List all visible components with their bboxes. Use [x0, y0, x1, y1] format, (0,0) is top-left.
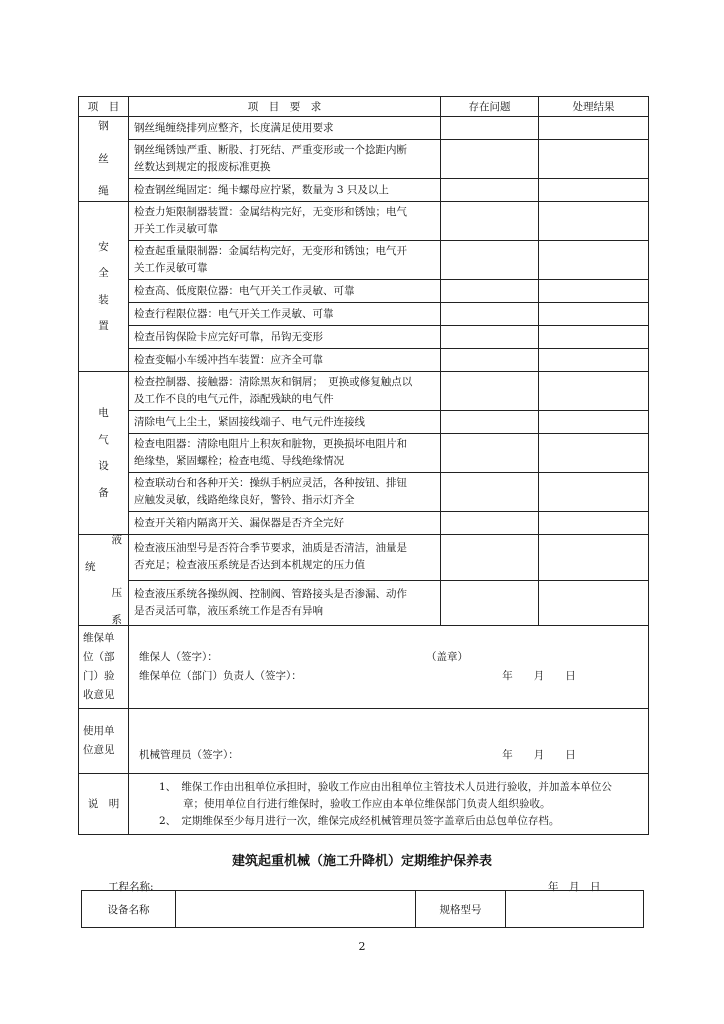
header-item: 项 目 [79, 97, 129, 117]
page-number: 2 [358, 940, 366, 953]
requirement-text: 检查起重量限制器：金属结构完好，无变形和锈蚀；电气开 关工作灵敏可靠 [129, 241, 441, 280]
result-cell[interactable] [539, 580, 649, 626]
inspection-row [79, 303, 649, 326]
requirement-text: 检查变幅小车缓冲挡车装置：应齐全可靠 [129, 349, 441, 372]
inspection-row [79, 202, 649, 241]
result-cell[interactable] [539, 303, 649, 326]
issue-cell[interactable] [441, 512, 539, 535]
note-item-2: 2、 定期维保至少每月进行一次，维保完成经机械管理员签字盖章后由总包单位存档。 [159, 814, 560, 827]
user-opinion-label: 使用单 位意见 [79, 709, 129, 774]
requirement-text: 检查钢丝绳固定：绳卡螺母应拧紧，数量为 3 只及以上 [129, 179, 441, 202]
issue-cell[interactable] [441, 241, 539, 280]
maintainer-signature: 维保人（签字）： [139, 651, 218, 663]
issue-cell[interactable] [441, 473, 539, 512]
model-field[interactable] [506, 891, 644, 928]
header-issue: 存在问题 [441, 97, 539, 117]
result-cell[interactable] [539, 179, 649, 202]
inspection-row [79, 326, 649, 349]
result-cell[interactable] [539, 140, 649, 179]
inspection-row [79, 512, 649, 535]
note-item-1b: 章；使用单位自行进行维保时，验收工作应由本单位维保部门负责人组织验收。 [183, 797, 551, 810]
inspection-row [79, 241, 649, 280]
inspection-row [79, 580, 649, 626]
issue-cell[interactable] [441, 349, 539, 372]
requirement-text: 检查吊钩保险卡应完好可靠，吊钩无变形 [129, 326, 441, 349]
equipment-row [82, 891, 644, 928]
result-cell[interactable] [539, 326, 649, 349]
result-cell[interactable] [539, 117, 649, 140]
inspection-row [79, 349, 649, 372]
note-item-1a: 1、 维保工作由出租单位承担时，验收工作应由出租单位主管技术人员进行验收，并加盖本单位公 [159, 780, 612, 793]
issue-cell[interactable] [441, 179, 539, 202]
inspection-row [79, 280, 649, 303]
requirement-text: 检查液压油型号是否符合季节要求，油质是否清洁，油量是 否充足；检查液压系统是否达到本机规定的压力值 [129, 535, 441, 581]
requirement-text: 检查液压系统各操纵阀、控制阀、管路接头是否渗漏、动作 是否灵活可靠，液压系统工作是否有异响 [129, 580, 441, 626]
table-header-row [79, 97, 649, 117]
inspection-table [78, 96, 649, 835]
inspection-row [79, 140, 649, 179]
requirement-text: 检查电阻器：清除电阻片上积灰和脏物，更换损坏电阻片和 绝缘垫，紧固螺栓；检查电缆、导线绝缘情况 [129, 434, 441, 473]
result-cell[interactable] [539, 434, 649, 473]
issue-cell[interactable] [441, 434, 539, 473]
result-cell[interactable] [539, 372, 649, 411]
requirement-text: 钢丝绳锈蚀严重、断股、打死结、严重变形或一个捻距内断 丝数达到规定的报废标准更换 [129, 140, 441, 179]
user-date: 年 月 日 [502, 748, 576, 761]
maintenance-opinion-row [79, 626, 649, 709]
form-date-label: 年 月 日 [548, 881, 601, 893]
inspection-row [79, 535, 649, 581]
form-title: 建筑起重机械（施工升降机）定期维护保养表 [231, 854, 492, 869]
requirement-text: 检查高、低度限位器：电气开关工作灵敏、可靠 [129, 280, 441, 303]
result-cell[interactable] [539, 411, 649, 434]
header-requirement: 项 目 要 求 [129, 97, 441, 117]
equipment-name-field[interactable] [176, 891, 416, 928]
inspection-row [79, 434, 649, 473]
issue-cell[interactable] [441, 280, 539, 303]
section-label: 钢 丝 绳 [79, 117, 129, 202]
issue-cell[interactable] [441, 303, 539, 326]
issue-cell[interactable] [441, 326, 539, 349]
result-cell[interactable] [539, 512, 649, 535]
result-cell[interactable] [539, 280, 649, 303]
requirement-text: 检查联动台和各种开关：操纵手柄应灵活，各种按钮、排钮 应触发灵敏，线路绝缘良好，警铃、指示灯齐全 [129, 473, 441, 512]
inspection-row [79, 117, 649, 140]
issue-cell[interactable] [441, 140, 539, 179]
requirement-text: 检查控制器、接触器：清除黑灰和铜屑； 更换或修复触点以 及工作不良的电气元件，添配残缺的电气件 [129, 372, 441, 411]
issue-cell[interactable] [441, 411, 539, 434]
section-label: 安 全 装 置 [79, 202, 129, 372]
result-cell[interactable] [539, 202, 649, 241]
requirement-text: 检查行程限位器：电气开关工作灵敏、可靠 [129, 303, 441, 326]
user-opinion-row [79, 709, 649, 774]
maintenance-date: 年 月 日 [502, 670, 576, 682]
result-cell[interactable] [539, 241, 649, 280]
requirement-text: 清除电气上尘土，紧固接线端子、电气元件连接线 [129, 411, 441, 434]
result-cell[interactable] [539, 473, 649, 512]
notes-label: 说 明 [79, 774, 129, 835]
requirement-text: 钢丝绳缠绕排列应整齐，长度满足使用要求 [129, 117, 441, 140]
machine-manager-signature: 机械管理员（签字）： [139, 748, 239, 761]
inspection-row [79, 473, 649, 512]
maintenance-signature-area [129, 626, 649, 709]
issue-cell[interactable] [441, 535, 539, 581]
notes-content [129, 774, 649, 835]
equipment-table [81, 890, 644, 928]
requirement-text: 检查力矩限制器装置：金属结构完好，无变形和锈蚀；电气 开关工作灵敏可靠 [129, 202, 441, 241]
section-label: 液 统 压 系 [79, 535, 129, 626]
issue-cell[interactable] [441, 117, 539, 140]
maintenance-head-signature: 维保单位（部门）负责人（签字）： [139, 670, 302, 682]
inspection-row [79, 411, 649, 434]
project-name-label: 工程名称: [108, 881, 154, 893]
inspection-row [79, 179, 649, 202]
maintenance-opinion-label: 维保单 位（部 门）验 收意见 [79, 626, 129, 709]
issue-cell[interactable] [441, 202, 539, 241]
header-result: 处理结果 [539, 97, 649, 117]
model-label: 规格型号 [416, 891, 506, 928]
result-cell[interactable] [539, 349, 649, 372]
section-label: 电 气 设 备 [79, 372, 129, 535]
requirement-text: 检查开关箱内隔离开关、漏保器是否齐全完好 [129, 512, 441, 535]
user-signature-area [129, 709, 649, 774]
issue-cell[interactable] [441, 580, 539, 626]
inspection-row [79, 372, 649, 411]
notes-row [79, 774, 649, 835]
seal-label: （盖章） [426, 651, 468, 663]
equipment-name-label: 设备名称 [82, 891, 176, 928]
result-cell[interactable] [539, 535, 649, 581]
issue-cell[interactable] [441, 372, 539, 411]
